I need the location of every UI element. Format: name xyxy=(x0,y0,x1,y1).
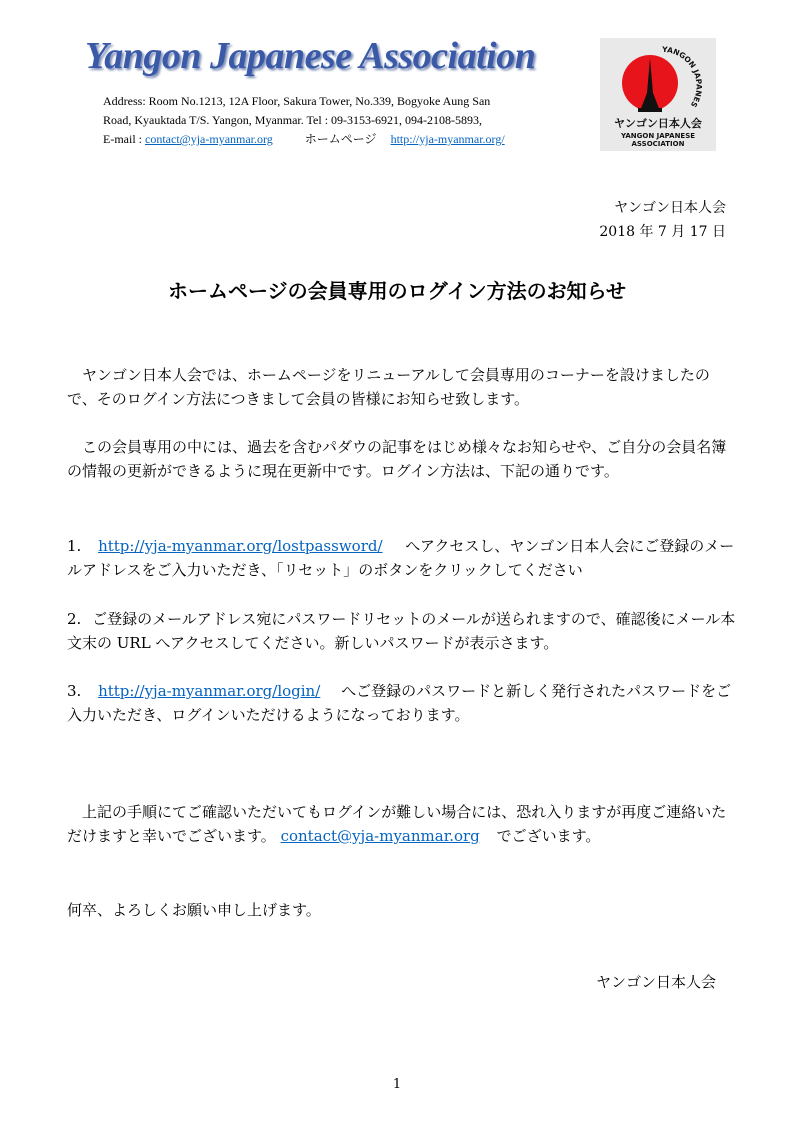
sender-name: ヤンゴン日本人会 xyxy=(614,200,726,216)
closing-email-link[interactable]: contact@yja-myanmar.org xyxy=(280,827,480,845)
step-3 xyxy=(67,679,737,727)
step-2 xyxy=(67,607,737,655)
step-2-number: 2. xyxy=(67,610,82,628)
address-block xyxy=(103,92,505,149)
email-label: E-mail : xyxy=(103,132,145,146)
login-link[interactable]: http://yja-myanmar.org/login/ xyxy=(98,682,321,700)
address-line-2: Road, Kyauktada T/S. Yangon, Myanmar. Tel : 09-3153-6921, 094-2108-5893, xyxy=(103,113,483,127)
step-1-number: 1. xyxy=(67,537,82,555)
signature: ヤンゴン日本人会 xyxy=(596,973,716,991)
closing-suffix: でございます。 xyxy=(496,827,601,845)
page-number: 1 xyxy=(392,1077,402,1092)
contact-line xyxy=(103,130,505,149)
logo-en-text-1: YANGON JAPANESE xyxy=(620,132,696,140)
header-email-link[interactable]: contact@yja-myanmar.org xyxy=(145,132,273,146)
logo-emblem-icon xyxy=(600,38,716,151)
step-3-text: へご登録のパスワードと新しく発行されたパスワードをご入力いただき、ログインいただけるようになっております。 xyxy=(67,682,732,724)
step-1 xyxy=(67,534,737,582)
logo-jp-text: ヤンゴン日本人会 xyxy=(614,117,702,130)
regards-text: 何卒、よろしくお願い申し上げます。 xyxy=(67,901,321,919)
association-logo xyxy=(600,38,716,151)
homepage-link[interactable]: http://yja-myanmar.org/ xyxy=(390,132,505,146)
page-title: ホームページの会員専用のログイン方法のお知らせ xyxy=(168,279,626,303)
letter-date: 2018 年 7 月 17 日 xyxy=(599,224,726,240)
step-1-text: へアクセスし、ヤンゴン日本人会にご登録のメールアドレスをご入力いただき、「リセット」のボタンをクリックしてください xyxy=(67,537,735,579)
address-line-1: Address: Room No.1213, 12A Floor, Sakura Tower, No.339, Bogyoke Aung San xyxy=(103,94,491,108)
step-3-number: 3. xyxy=(67,682,82,700)
logo-arc-text: YANGON JAPANES xyxy=(661,44,704,110)
closing-text: 上記の手順にてご確認いただいてもログインが難しい場合には、恐れ入りますが再度ご連絡いただけますと幸いでございます。 xyxy=(67,803,727,845)
logo-en-text-2: ASSOCIATION xyxy=(631,140,685,148)
paragraph-intro: ヤンゴン日本人会では、ホームページをリニューアルして会員専用のコーナーを設けましたので、そのログイン方法につきまして会員の皆様にお知らせ致します。 xyxy=(67,366,710,408)
homepage-label: ホームページ xyxy=(304,132,377,146)
organization-name: Yangon Japanese Association xyxy=(85,35,536,77)
step-2-text: ご登録のメールアドレス宛にパスワードリセットのメールが送られますので、確認後にメール本文末の URL へアクセスしてください。新しいパスワードが表示さます。 xyxy=(67,610,736,652)
paragraph-closing xyxy=(67,800,737,848)
lostpassword-link[interactable]: http://yja-myanmar.org/lostpassword/ xyxy=(98,537,383,555)
paragraph-content: この会員専用の中には、過去を含むパダウの記事をはじめ様々なお知らせや、ご自分の会員名簿の情報の更新ができるように現在更新中です。ログイン方法は、下記の通りです。 xyxy=(67,438,727,480)
